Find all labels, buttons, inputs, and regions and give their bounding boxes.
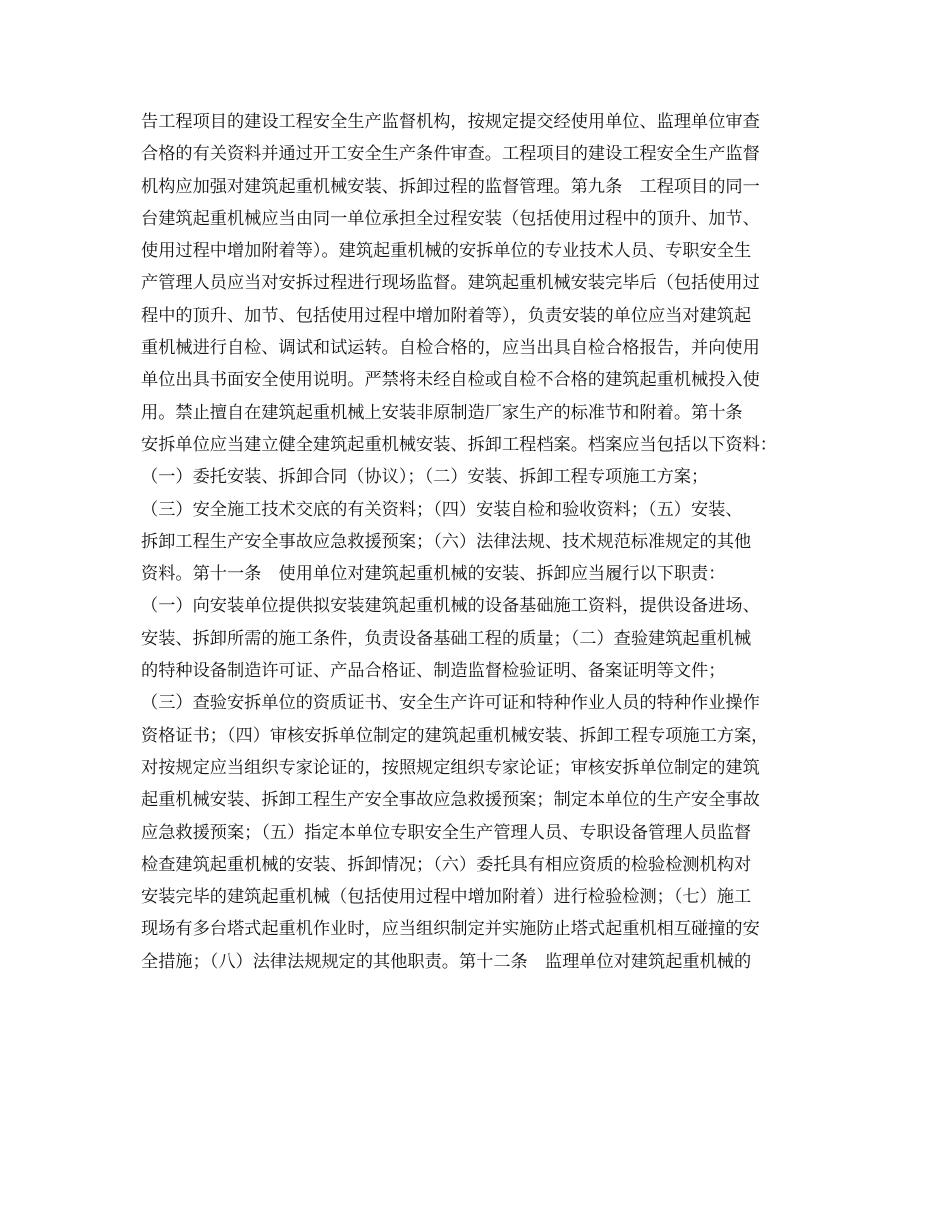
- text-line: 拆卸工程生产安全事故应急救援预案；（六）法律法规、技术规范标准规定的其他: [141, 531, 752, 552]
- text-line: （一）委托安装、拆卸合同（协议）；（二）安装、拆卸工程专项施工方案；: [141, 467, 709, 488]
- text-line: 用。禁止擅自在建筑起重机械上安装非原制造厂家生产的标准节和附着。第十条: [141, 402, 743, 423]
- text-line: （一）向安装单位提供拟安装建筑起重机械的设备基础施工资料，提供设备进场、: [141, 596, 760, 617]
- text-line: 合格的有关资料并通过开工安全生产条件审查。工程项目的建设工程安全生产监督: [141, 144, 760, 165]
- text-line: 安装、拆卸所需的施工条件，负责设备基础工程的质量；（二）查验建筑起重机械: [141, 628, 752, 649]
- text-line: 全措施；（八）法律法规规定的其他职责。第十二条 监理单位对建筑起重机械的: [141, 951, 752, 972]
- text-line: 台建筑起重机械应当由同一单位承担全过程安装（包括使用过程中的顶升、加节、: [141, 208, 760, 229]
- text-line: 应急救援预案；（五）指定本单位专职安全生产管理人员、专职设备管理人员监督: [141, 822, 752, 843]
- text-line: 安装完毕的建筑起重机械（包括使用过程中增加附着）进行检验检测；（七）施工: [141, 887, 752, 908]
- text-line: 现场有多台塔式起重机作业时，应当组织制定并实施防止塔式起重机相互碰撞的安: [141, 919, 760, 940]
- text-line: 程中的顶升、加节、包括使用过程中增加附着等），负责安装的单位应当对建筑起: [141, 305, 752, 326]
- text-line: 资格证书；（四）审核安拆单位制定的建筑起重机械安装、拆卸工程专项施工方案，: [141, 725, 769, 746]
- text-line: 起重机械安装、拆卸工程生产安全事故应急救援预案；制定本单位的生产安全事故: [141, 790, 760, 811]
- text-line: 对按规定应当组织专家论证的，按照规定组织专家论证；审核安拆单位制定的建筑: [141, 757, 760, 778]
- text-line: 的特种设备制造许可证、产品合格证、制造监督检验证明、备案证明等文件；: [141, 661, 726, 682]
- text-line: （三）安全施工技术交底的有关资料；（四）安装自检和验收资料；（五）安装、: [141, 499, 743, 520]
- text-line: 告工程项目的建设工程安全生产监督机构，按规定提交经使用单位、监理单位审查: [141, 112, 760, 132]
- body-text: [141, 106, 831, 978]
- text-line: 检查建筑起重机械的安装、拆卸情况；（六）委托具有相应资质的检验检测机构对: [141, 854, 752, 875]
- text-line: 产管理人员应当对安拆过程进行现场监督。建筑起重机械安装完毕后（包括使用过: [141, 273, 760, 294]
- text-line: 使用过程中增加附着等）。建筑起重机械的安拆单位的专业技术人员、专职安全生: [141, 241, 752, 262]
- text-line: 机构应加强对建筑起重机械安装、拆卸过程的监督管理。第九条 工程项目的同一: [141, 176, 760, 197]
- text-line: 安拆单位应当建立健全建筑起重机械安装、拆卸工程档案。档案应当包括以下资料：: [141, 434, 777, 455]
- text-line: 单位出具书面安全使用说明。严禁将未经自检或自检不合格的建筑起重机械投入使: [141, 370, 760, 391]
- text-line: 重机械进行自检、调试和试运转。自检合格的，应当出具自检合格报告，并向使用: [141, 338, 760, 359]
- text-line: 资料。第十一条 使用单位对建筑起重机械的安装、拆卸应当履行以下职责：: [141, 564, 726, 585]
- text-line: （三）查验安拆单位的资质证书、安全生产许可证和特种作业人员的特种作业操作: [141, 693, 760, 714]
